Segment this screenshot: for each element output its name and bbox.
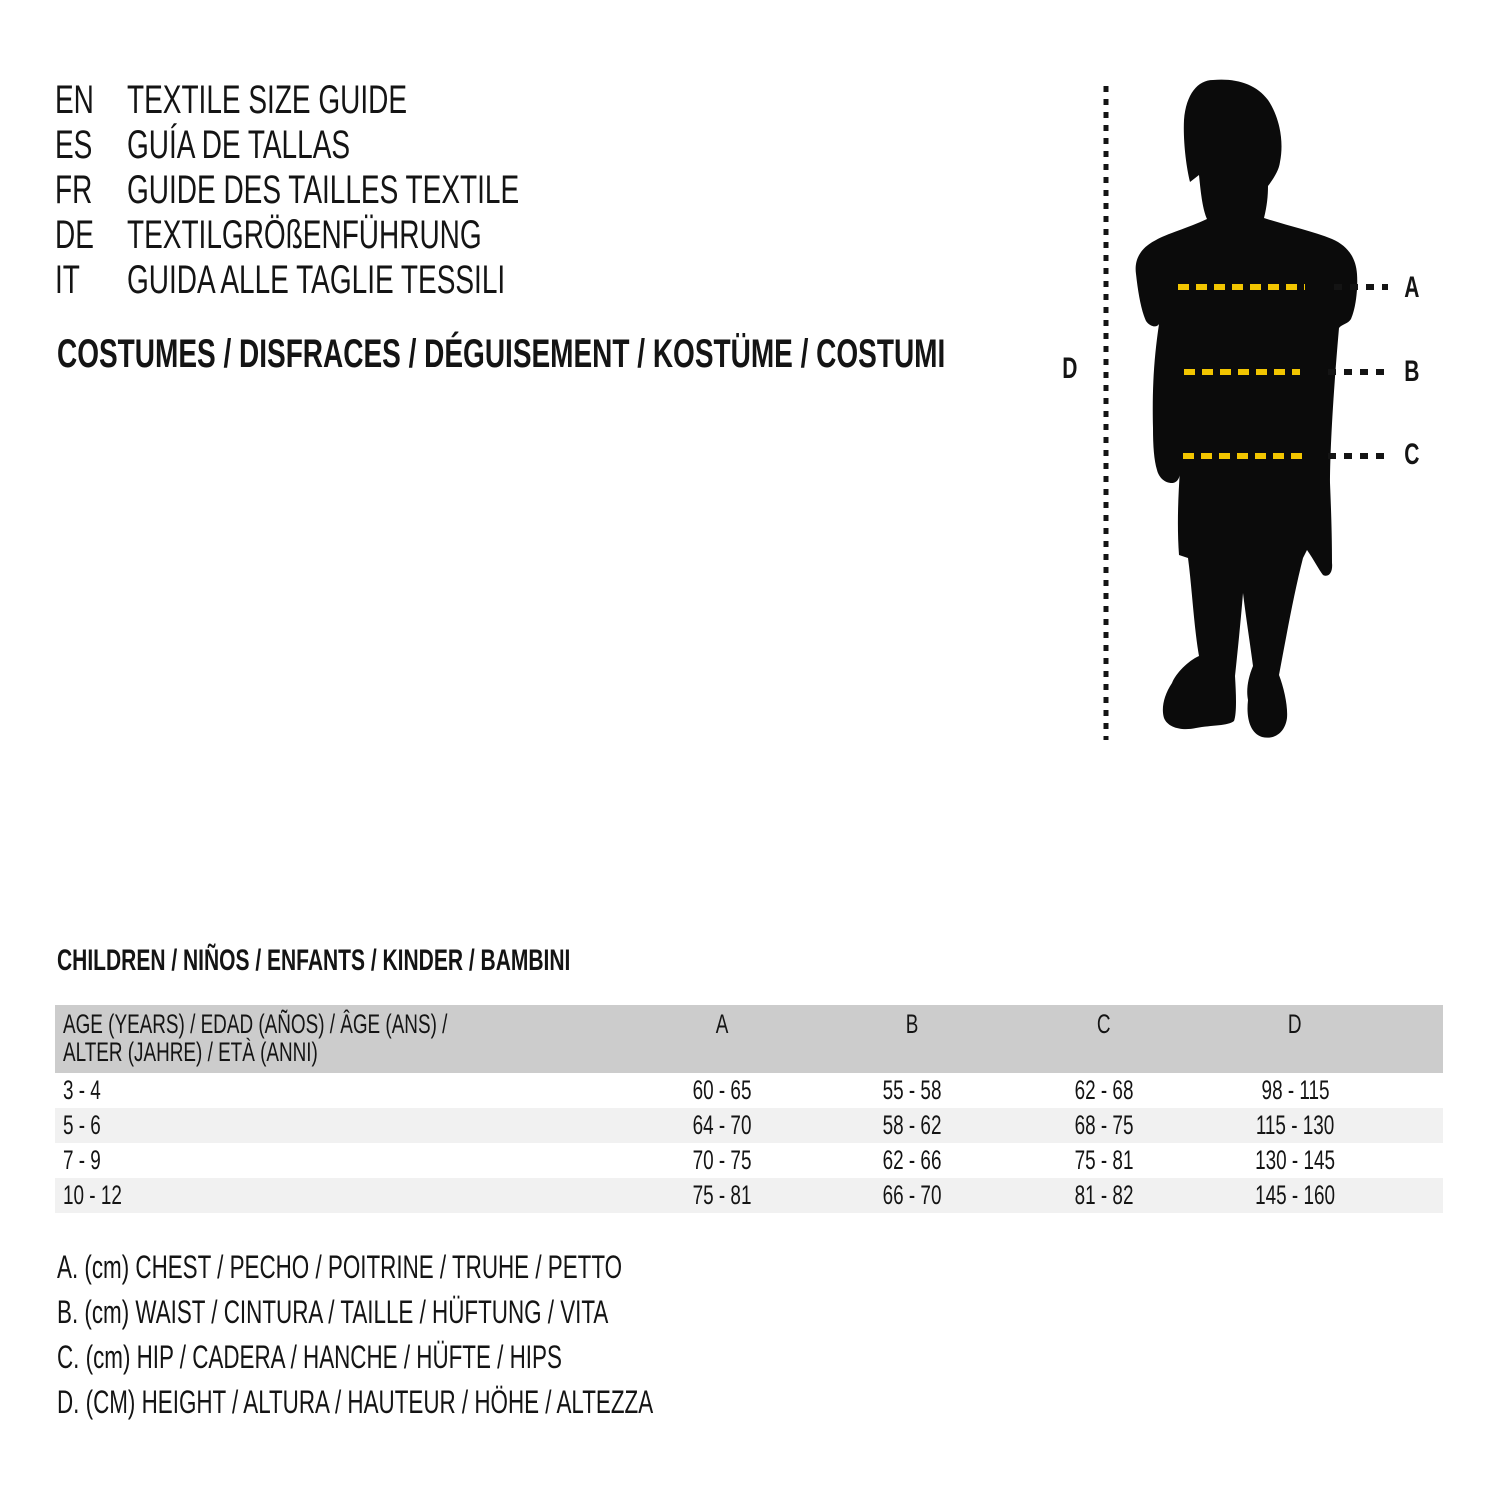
language-code: IT — [55, 258, 80, 302]
table-row — [55, 1108, 1443, 1143]
figure-label-hip: C — [1404, 438, 1420, 471]
column-header-c: C — [1096, 1009, 1111, 1039]
language-code: DE — [55, 213, 94, 257]
child-silhouette — [1136, 80, 1358, 738]
hip-cell: 68 - 75 — [1074, 1110, 1133, 1140]
size-table-body — [55, 1073, 1443, 1213]
child-measurement-diagram — [1060, 78, 1480, 748]
column-header-b: B — [905, 1009, 919, 1039]
waist-cell: 55 - 58 — [882, 1075, 942, 1105]
legend-height: D. (CM) HEIGHT / ALTURA / HAUTEUR / HÖHE / ALTEZZA — [57, 1384, 654, 1420]
language-label: GUÍA DE TALLAS — [127, 123, 351, 167]
age-cell: 10 - 12 — [63, 1180, 122, 1210]
language-code: EN — [55, 78, 94, 122]
size-table-header — [55, 1005, 1443, 1073]
measurement-legend — [57, 1245, 909, 1425]
figure-label-height: D — [1062, 352, 1078, 385]
language-label: GUIDE DES TAILLES TEXTILE — [127, 168, 520, 212]
figure-label-chest: A — [1404, 271, 1420, 304]
language-label: TEXTILGRÖßENFÜHRUNG — [127, 213, 482, 257]
legend-hip: C. (cm) HIP / CADERA / HANCHE / HÜFTE / HIPS — [57, 1339, 562, 1375]
chest-cell: 75 - 81 — [692, 1180, 752, 1210]
chest-cell: 64 - 70 — [692, 1110, 752, 1140]
language-label: GUIDA ALLE TAGLIE TESSILI — [127, 258, 506, 302]
table-row — [55, 1073, 1443, 1108]
legend-waist: B. (cm) WAIST / CINTURA / TAILLE / HÜFTUNG / VITA — [57, 1294, 609, 1330]
figure-label-waist: B — [1404, 355, 1420, 388]
waist-cell: 62 - 66 — [882, 1145, 942, 1175]
legend-chest: A. (cm) CHEST / PECHO / POITRINE / TRUHE / PETTO — [57, 1249, 623, 1285]
age-cell: 5 - 6 — [63, 1110, 101, 1140]
height-cell: 115 - 130 — [1255, 1110, 1335, 1140]
height-cell: 98 - 115 — [1261, 1075, 1330, 1105]
table-row — [55, 1143, 1443, 1178]
children-section-title: CHILDREN / NIÑOS / ENFANTS / KINDER / BAMBINI — [57, 944, 571, 977]
age-column-header: AGE (YEARS) / EDAD (AÑOS) / ÂGE (ANS) / ALTER (JAHRE) / ETÀ (ANNI) — [63, 1009, 448, 1067]
waist-cell: 58 - 62 — [882, 1110, 942, 1140]
column-header-a: A — [715, 1009, 729, 1039]
hip-cell: 62 - 68 — [1074, 1075, 1133, 1105]
category-heading: COSTUMES / DISFRACES / DÉGUISEMENT / KOSTÜME / COSTUMI — [57, 332, 946, 376]
chest-cell: 70 - 75 — [692, 1145, 752, 1175]
hip-cell: 81 - 82 — [1074, 1180, 1133, 1210]
size-table — [55, 1005, 1443, 1213]
table-row — [55, 1178, 1443, 1213]
age-cell: 3 - 4 — [63, 1075, 101, 1105]
height-cell: 130 - 145 — [1255, 1145, 1336, 1175]
height-cell: 145 - 160 — [1255, 1180, 1336, 1210]
column-header-d: D — [1288, 1009, 1302, 1039]
hip-cell: 75 - 81 — [1074, 1145, 1133, 1175]
age-cell: 7 - 9 — [63, 1145, 101, 1175]
waist-cell: 66 - 70 — [882, 1180, 942, 1210]
language-label: TEXTILE SIZE GUIDE — [127, 78, 408, 122]
language-code: ES — [55, 123, 93, 167]
language-code: FR — [55, 168, 93, 212]
chest-cell: 60 - 65 — [692, 1075, 752, 1105]
